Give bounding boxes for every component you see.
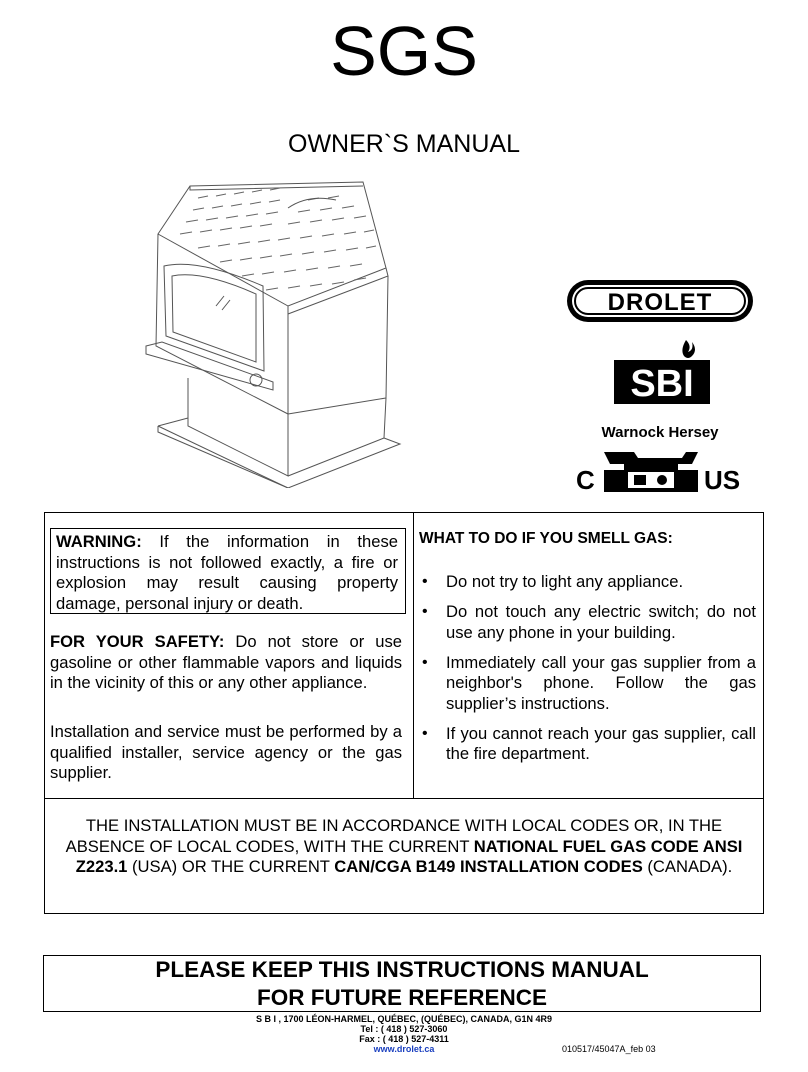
list-item: • Do not try to light any appliance. [420,572,756,593]
company-address: S B I , 1700 LÉON-HARMEL, QUÉBEC, (QUÉBEC), CANADA, G1N 4R9 [255,1014,553,1024]
keep-manual-line-2: FOR FUTURE REFERENCE [256,985,547,1010]
document-subtitle: OWNER`S MANUAL [288,130,520,158]
codes-text-3: (CANADA). [642,857,733,876]
warning-text: If the information in these instructions is not followed exactly, a fire or explosion may result causing property damage, personal injury or death. [56,532,398,613]
safety-paragraph [50,632,402,694]
installation-codes-notice [52,816,756,878]
company-telephone: Tel : ( 418 ) 527-3060 [360,1024,448,1034]
smell-gas-list [420,572,756,774]
row-divider [44,798,764,799]
warning-paragraph [56,532,398,614]
document-title: SGS [330,12,478,90]
list-item: • If you cannot reach your gas supplier, call the fire department. [420,724,756,765]
keep-manual-line-1: PLEASE KEEP THIS INSTRUCTIONS MANUAL [155,957,649,982]
smell-gas-heading: WHAT TO DO IF YOU SMELL GAS: [419,530,673,547]
installation-paragraph: Installation and service must be performed by a qualified installer, service agency or the gas supplier. [50,722,402,782]
cert-c-label: C [576,465,595,495]
sbi-logo [612,336,712,406]
warning-label: WARNING: [56,532,142,551]
list-item: • Immediately call your gas supplier from a neighbor's phone. Follow the gas supplier’s instructions. [420,653,756,715]
drolet-logo [565,276,755,326]
list-item: • Do not touch any electric switch; do not use any phone in your building. [420,602,756,643]
warnock-hersey-label: Warnock Hersey [601,424,719,441]
warnock-hersey-certification-mark [574,446,746,496]
company-fax: Fax : ( 418 ) 527-4311 [359,1034,449,1044]
document-number: 010517/45047A_feb 03 [562,1044,656,1054]
safety-label: FOR YOUR SAFETY: [50,632,225,651]
drolet-logo-text: DROLET [607,289,713,316]
codes-bold-2: CAN/CGA B149 INSTALLATION CODES [334,857,643,876]
codes-text-2: (USA) OR THE CURRENT [127,857,335,876]
company-website-link[interactable]: www.drolet.ca [373,1044,435,1054]
sbi-logo-text: SBI [630,363,694,405]
safety-text: Do not store or use gasoline or other flammable vapors and liquids in the vicinity of this or any other appliance. [50,632,402,692]
cert-us-label: US [704,465,741,495]
codes-text-1: THE INSTALLATION MUST BE IN ACCORDANCE WITH LOCAL CODES OR, IN THE ABSENCE OF LOCAL CODES, WITH THE CURRENT [65,816,723,856]
stove-illustration [138,176,408,488]
codes-bold-1: NATIONAL FUEL GAS CODE ANSI Z223.1 [75,836,743,876]
column-divider [413,512,414,799]
